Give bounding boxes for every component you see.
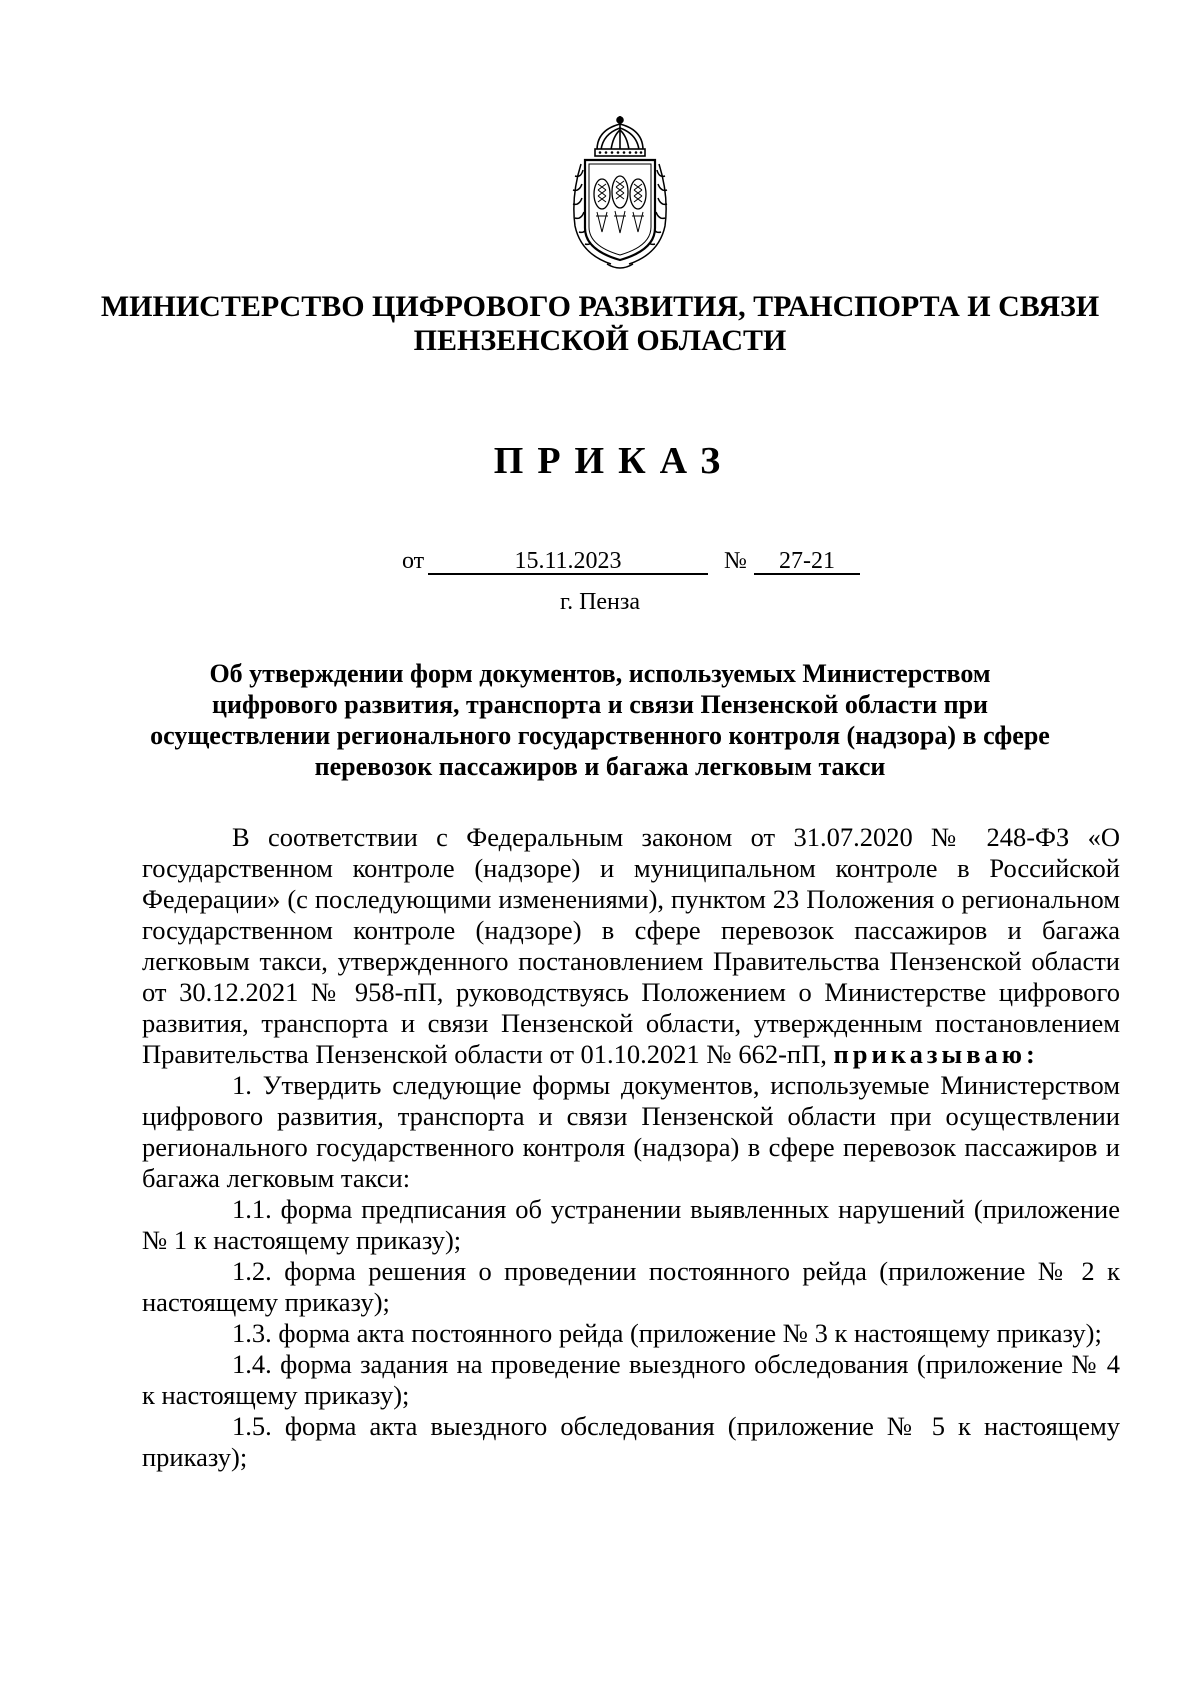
order-word: приказываю:	[833, 1039, 1039, 1069]
preamble-text: В соответствии с Федеральным законом от 31.07.2020 № 248-ФЗ «О государственном контроле (надзоре) и муниципальном контроле в Российской Федерации» (с последующими изменениями), пунктом 23 Положения о региональном государственном контроле (надзоре) в сфере перевозок пассажиров и багажа легковым такси, утвержденного постановлением Правительства Пензенской области от 30.12.2021 № 958-пП, руководствуясь Положением о Министерстве цифрового развития, транспорта и связи Пензенской области, утвержденным постановлением Правительства Пензенской области от 01.10.2021 № 662-пП,	[142, 822, 1120, 1069]
coat-of-arms-icon	[567, 116, 673, 272]
subitem-1-2: 1.2. форма решения о проведении постоянного рейда (приложение № 2 к настоящему приказу);	[142, 1256, 1120, 1317]
number-sign: №	[724, 548, 747, 574]
preamble-paragraph	[142, 822, 1120, 1070]
date-prefix: от	[402, 548, 425, 574]
ministry-name-line2: ПЕНЗЕНСКОЙ ОБЛАСТИ	[413, 324, 787, 357]
order-date: 15.11.2023	[428, 546, 708, 575]
ministry-name	[0, 290, 1200, 358]
order-body	[142, 822, 1120, 1473]
subitem-1-3: 1.3. форма акта постоянного рейда (приложение № 3 к настоящему приказу);	[232, 1318, 1102, 1348]
subitem-1-1: 1.1. форма предписания об устранении выявленных нарушений (приложение № 1 к настоящему приказу);	[142, 1194, 1120, 1255]
subitem-1-4: 1.4. форма задания на проведение выездного обследования (приложение № 4 к настоящему приказу);	[142, 1349, 1120, 1410]
subitem-1-5: 1.5. форма акта выездного обследования (приложение № 5 к настоящему приказу);	[142, 1411, 1120, 1472]
item-1: 1. Утвердить следующие формы документов, используемые Министерством цифрового развития, транспорта и связи Пензенской области при осуществлении регионального государственного контроля (надзора) в сфере перевозок пассажиров и багажа легковым такси:	[142, 1070, 1120, 1193]
order-subject: Об утверждении форм документов, используемых Министерством цифрового развития, транспорта и связи Пензенской области при осуществлении регионального государственного контроля (надзора) в сфере перевозок пассажиров и багажа легковым такси	[150, 659, 1050, 781]
document-type-title: ПРИКАЗ	[493, 440, 735, 482]
ministry-name-line1: МИНИСТЕРСТВО ЦИФРОВОГО РАЗВИТИЯ, ТРАНСПОРТА И СВЯЗИ	[100, 290, 1100, 323]
city-label: г. Пенза	[559, 589, 641, 615]
order-number: 27-21	[754, 546, 860, 575]
